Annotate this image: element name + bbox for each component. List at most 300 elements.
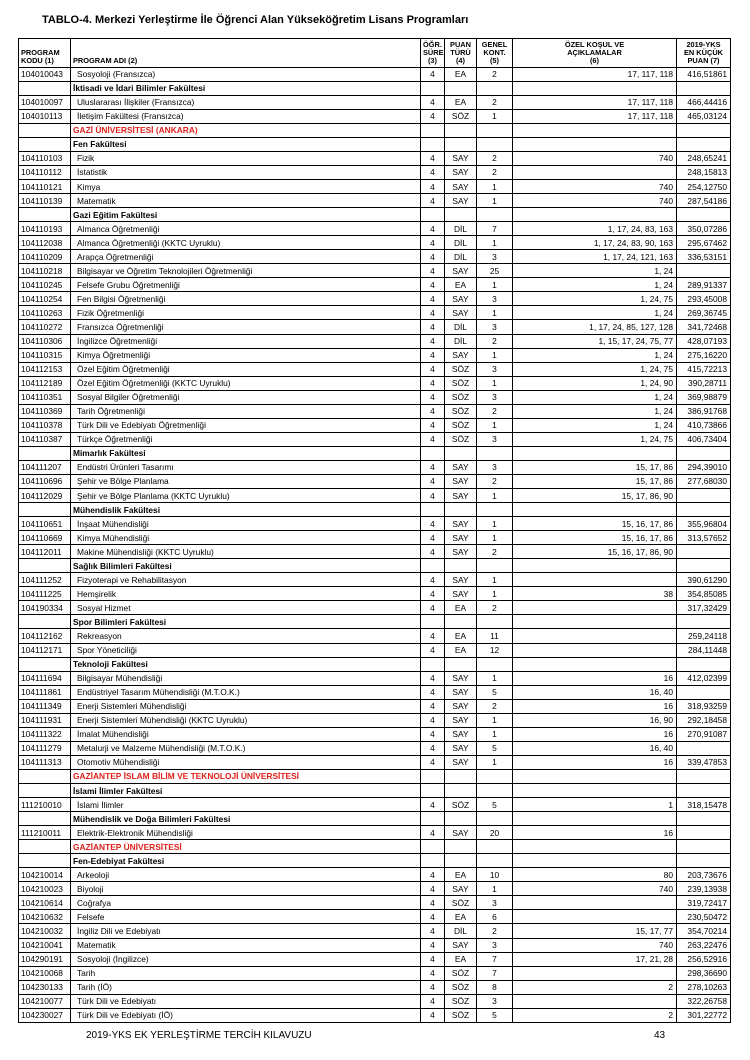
min-score: 318,93259 [677, 699, 731, 713]
score-type: EA [445, 643, 477, 657]
program-row [19, 489, 731, 503]
program-name: Matematik [71, 194, 421, 208]
program-name: Felsefe [71, 910, 421, 924]
faculty-name: Mühendislik ve Doğa Bilimleri Fakültesi [71, 812, 421, 826]
program-code [19, 854, 71, 868]
conditions [513, 840, 677, 854]
conditions: 16 [513, 699, 677, 713]
quota: 1 [477, 236, 513, 250]
duration: 4 [421, 151, 445, 165]
duration: 4 [421, 348, 445, 362]
quota: 20 [477, 826, 513, 840]
program-row [19, 292, 731, 306]
conditions: 740 [513, 179, 677, 193]
score-type: SÖZ [445, 109, 477, 123]
score-type: SÖZ [445, 376, 477, 390]
program-name: Felsefe Grubu Öğretmenliği [71, 278, 421, 292]
program-code: 104112011 [19, 545, 71, 559]
program-name: Arapça Öğretmenliği [71, 250, 421, 264]
conditions: 740 [513, 194, 677, 208]
duration: 4 [421, 798, 445, 812]
min-score: 336,53151 [677, 250, 731, 264]
conditions [513, 81, 677, 95]
program-row [19, 994, 731, 1008]
duration [421, 854, 445, 868]
program-name: Sosyoloji (İngilizce) [71, 952, 421, 966]
quota [477, 615, 513, 629]
min-score: 248,65241 [677, 151, 731, 165]
quota: 5 [477, 1008, 513, 1022]
score-type: SAY [445, 938, 477, 952]
conditions: 16 [513, 826, 677, 840]
program-name: Tarih (İÖ) [71, 980, 421, 994]
duration: 4 [421, 573, 445, 587]
min-score: 466,44416 [677, 95, 731, 109]
duration: 4 [421, 994, 445, 1008]
duration: 4 [421, 306, 445, 320]
min-score [677, 545, 731, 559]
program-name: Türk Dili ve Edebiyatı [71, 994, 421, 1008]
min-score: 293,45008 [677, 292, 731, 306]
program-row [19, 306, 731, 320]
program-code: 104110112 [19, 165, 71, 179]
program-name: Kimya Öğretmenliği [71, 348, 421, 362]
score-type: DİL [445, 320, 477, 334]
quota [477, 840, 513, 854]
duration: 4 [421, 320, 445, 334]
min-score: 269,36745 [677, 306, 731, 320]
program-row [19, 952, 731, 966]
min-score [677, 741, 731, 755]
university-name: GAZİANTEP ÜNİVERSİTESİ [71, 840, 421, 854]
conditions: 1, 24 [513, 348, 677, 362]
program-row [19, 755, 731, 769]
conditions: 1, 24 [513, 264, 677, 278]
quota: 8 [477, 980, 513, 994]
program-row [19, 980, 731, 994]
program-code: 104110218 [19, 264, 71, 278]
program-name: İletişim Fakültesi (Fransızca) [71, 109, 421, 123]
conditions [513, 910, 677, 924]
program-name: Enerji Sistemleri Mühendisliği (KKTC Uyruklu) [71, 713, 421, 727]
program-code: 104111322 [19, 727, 71, 741]
program-row [19, 236, 731, 250]
min-score: 412,02399 [677, 671, 731, 685]
program-code [19, 137, 71, 151]
quota: 6 [477, 910, 513, 924]
score-type [445, 812, 477, 826]
score-type [445, 81, 477, 95]
min-score: 301,22772 [677, 1008, 731, 1022]
score-type: SAY [445, 489, 477, 503]
quota [477, 812, 513, 826]
score-type [445, 854, 477, 868]
conditions [513, 854, 677, 868]
table-body [19, 67, 731, 1022]
quota [477, 446, 513, 460]
program-row [19, 250, 731, 264]
score-type [445, 615, 477, 629]
program-row [19, 868, 731, 882]
score-type: SAY [445, 474, 477, 488]
program-code [19, 615, 71, 629]
score-type: SAY [445, 194, 477, 208]
quota: 2 [477, 404, 513, 418]
duration: 4 [421, 896, 445, 910]
min-score [677, 503, 731, 517]
program-code: 104111931 [19, 713, 71, 727]
score-type [445, 657, 477, 671]
score-type: EA [445, 910, 477, 924]
program-code: 111210010 [19, 798, 71, 812]
program-name: Türk Dili ve Edebiyatı Öğretmenliği [71, 418, 421, 432]
min-score: 230,50472 [677, 910, 731, 924]
duration: 4 [421, 278, 445, 292]
quota [477, 123, 513, 137]
min-score: 322,26758 [677, 994, 731, 1008]
program-code [19, 208, 71, 222]
min-score: 298,36690 [677, 966, 731, 980]
min-score: 390,28711 [677, 376, 731, 390]
table-header-row [19, 39, 731, 68]
quota: 1 [477, 671, 513, 685]
score-type: SAY [445, 741, 477, 755]
program-row [19, 418, 731, 432]
program-code: 104110669 [19, 531, 71, 545]
program-row [19, 151, 731, 165]
duration: 4 [421, 643, 445, 657]
min-score: 295,67462 [677, 236, 731, 250]
quota: 5 [477, 741, 513, 755]
score-type [445, 446, 477, 460]
score-type: SAY [445, 348, 477, 362]
program-code: 104210014 [19, 868, 71, 882]
header-conditions: ÖZEL KOŞUL VE AÇIKLAMALAR (6) [513, 39, 677, 68]
quota: 2 [477, 151, 513, 165]
min-score: 428,07193 [677, 334, 731, 348]
duration: 4 [421, 671, 445, 685]
program-code: 104110263 [19, 306, 71, 320]
conditions: 15, 17, 86 [513, 474, 677, 488]
min-score: 354,70214 [677, 924, 731, 938]
conditions: 1, 17, 24, 121, 163 [513, 250, 677, 264]
min-score: 294,39010 [677, 460, 731, 474]
quota: 2 [477, 474, 513, 488]
program-code: 104112029 [19, 489, 71, 503]
program-code: 104111279 [19, 741, 71, 755]
program-code: 104110651 [19, 517, 71, 531]
duration: 4 [421, 95, 445, 109]
program-code: 104210614 [19, 896, 71, 910]
conditions: 1, 24, 75 [513, 292, 677, 306]
min-score [677, 123, 731, 137]
duration: 4 [421, 517, 445, 531]
program-name: Endüstri Ürünleri Tasarımı [71, 460, 421, 474]
quota [477, 769, 513, 783]
score-type [445, 123, 477, 137]
duration: 4 [421, 868, 445, 882]
conditions [513, 896, 677, 910]
faculty-name: Mimarlık Fakültesi [71, 446, 421, 460]
duration: 4 [421, 222, 445, 236]
min-score [677, 784, 731, 798]
duration: 4 [421, 1008, 445, 1022]
quota: 7 [477, 966, 513, 980]
duration: 4 [421, 727, 445, 741]
min-score [677, 769, 731, 783]
program-code [19, 769, 71, 783]
score-type: EA [445, 952, 477, 966]
faculty-name: Fen Fakültesi [71, 137, 421, 151]
program-code: 104112171 [19, 643, 71, 657]
score-type: SAY [445, 587, 477, 601]
min-score: 278,10263 [677, 980, 731, 994]
faculty-heading-row [19, 446, 731, 460]
program-name: İslami İlimler [71, 798, 421, 812]
score-type: SÖZ [445, 432, 477, 446]
quota [477, 854, 513, 868]
duration [421, 615, 445, 629]
program-name: Endüstriyel Tasarım Mühendisliği (M.T.O.K.) [71, 685, 421, 699]
min-score [677, 137, 731, 151]
program-name: Özel Eğitim Öğretmenliği (KKTC Uyruklu) [71, 376, 421, 390]
quota: 3 [477, 896, 513, 910]
min-score [677, 840, 731, 854]
program-row [19, 713, 731, 727]
conditions [513, 966, 677, 980]
min-score: 341,72468 [677, 320, 731, 334]
quota: 7 [477, 222, 513, 236]
min-score: 416,51861 [677, 67, 731, 81]
duration: 4 [421, 474, 445, 488]
score-type: SÖZ [445, 896, 477, 910]
duration: 4 [421, 264, 445, 278]
min-score: 465,03124 [677, 109, 731, 123]
score-type [445, 559, 477, 573]
quota: 3 [477, 320, 513, 334]
score-type: SAY [445, 685, 477, 699]
min-score: 369,98879 [677, 390, 731, 404]
program-name: Sosyal Hizmet [71, 601, 421, 615]
program-name: Bilgisayar ve Öğretim Teknolojileri Öğretmenliği [71, 264, 421, 278]
conditions: 1, 24 [513, 390, 677, 404]
conditions: 16 [513, 727, 677, 741]
program-code: 104111207 [19, 460, 71, 474]
program-code: 104112153 [19, 362, 71, 376]
program-code: 104110351 [19, 390, 71, 404]
program-name: Kimya Mühendisliği [71, 531, 421, 545]
conditions [513, 446, 677, 460]
program-row [19, 474, 731, 488]
program-code [19, 559, 71, 573]
program-row [19, 629, 731, 643]
conditions [513, 137, 677, 151]
program-code: 104111861 [19, 685, 71, 699]
program-name: Almanca Öğretmenliği (KKTC Uyruklu) [71, 236, 421, 250]
score-type: SAY [445, 306, 477, 320]
score-type: SAY [445, 727, 477, 741]
program-code: 104010097 [19, 95, 71, 109]
duration: 4 [421, 334, 445, 348]
header-duration: ÖĞR. SÜRE (3) [421, 39, 445, 68]
program-row [19, 699, 731, 713]
program-row [19, 179, 731, 193]
min-score: 355,96804 [677, 517, 731, 531]
program-code: 104112038 [19, 236, 71, 250]
program-code: 104230027 [19, 1008, 71, 1022]
min-score: 284,11448 [677, 643, 731, 657]
duration [421, 503, 445, 517]
quota: 1 [477, 306, 513, 320]
program-name: Özel Eğitim Öğretmenliği [71, 362, 421, 376]
duration: 4 [421, 713, 445, 727]
conditions: 38 [513, 587, 677, 601]
score-type: DİL [445, 250, 477, 264]
faculty-heading-row [19, 81, 731, 95]
min-score: 277,68030 [677, 474, 731, 488]
header-score-type: PUAN TÜRÜ (4) [445, 39, 477, 68]
duration: 4 [421, 390, 445, 404]
page-number: 43 [654, 1030, 666, 1041]
conditions: 1, 24, 75 [513, 432, 677, 446]
program-name: Sosyal Bilgiler Öğretmenliği [71, 390, 421, 404]
quota: 1 [477, 573, 513, 587]
program-code: 104111225 [19, 587, 71, 601]
score-type: DİL [445, 222, 477, 236]
faculty-name: Sağlık Bilimleri Fakültesi [71, 559, 421, 573]
program-row [19, 685, 731, 699]
quota [477, 503, 513, 517]
program-row [19, 531, 731, 545]
quota: 12 [477, 643, 513, 657]
program-code: 104111694 [19, 671, 71, 685]
score-type: SÖZ [445, 404, 477, 418]
quota [477, 208, 513, 222]
min-score: 275,16220 [677, 348, 731, 362]
duration: 4 [421, 418, 445, 432]
program-row [19, 194, 731, 208]
program-row [19, 882, 731, 896]
min-score: 254,12750 [677, 179, 731, 193]
program-code: 104110103 [19, 151, 71, 165]
program-code: 104110209 [19, 250, 71, 264]
score-type: SAY [445, 545, 477, 559]
quota: 1 [477, 376, 513, 390]
program-row [19, 334, 731, 348]
program-name: Makine Mühendisliği (KKTC Uyruklu) [71, 545, 421, 559]
quota: 2 [477, 924, 513, 938]
min-score: 263,22476 [677, 938, 731, 952]
faculty-heading-row [19, 615, 731, 629]
program-row [19, 601, 731, 615]
program-code: 104110272 [19, 320, 71, 334]
duration: 4 [421, 699, 445, 713]
min-score: 292,18458 [677, 713, 731, 727]
min-score: 386,91768 [677, 404, 731, 418]
university-name: GAZİANTEP İSLAM BİLİM VE TEKNOLOJİ ÜNİVERSİTESİ [71, 769, 421, 783]
duration: 4 [421, 924, 445, 938]
score-type: SÖZ [445, 1008, 477, 1022]
quota: 2 [477, 165, 513, 179]
score-type: SÖZ [445, 362, 477, 376]
program-name: Fizyoterapi ve Rehabilitasyon [71, 573, 421, 587]
quota: 3 [477, 460, 513, 474]
min-score: 319,72417 [677, 896, 731, 910]
program-name: İstatistik [71, 165, 421, 179]
quota: 1 [477, 713, 513, 727]
score-type: DİL [445, 924, 477, 938]
conditions: 1, 17, 24, 83, 163 [513, 222, 677, 236]
min-score: 415,72213 [677, 362, 731, 376]
duration: 4 [421, 489, 445, 503]
duration: 4 [421, 67, 445, 81]
duration: 4 [421, 966, 445, 980]
duration [421, 559, 445, 573]
duration: 4 [421, 292, 445, 306]
program-code: 104112189 [19, 376, 71, 390]
duration: 4 [421, 545, 445, 559]
header-program-name: PROGRAM ADI (2) [71, 39, 421, 68]
program-row [19, 545, 731, 559]
conditions [513, 629, 677, 643]
quota: 1 [477, 278, 513, 292]
min-score: 339,47853 [677, 755, 731, 769]
program-name: Almanca Öğretmenliği [71, 222, 421, 236]
conditions: 16 [513, 671, 677, 685]
duration: 4 [421, 882, 445, 896]
min-score: 239,13938 [677, 882, 731, 896]
quota: 2 [477, 95, 513, 109]
program-name: Metalurji ve Malzeme Mühendisliği (M.T.O.K.) [71, 741, 421, 755]
quota: 3 [477, 938, 513, 952]
duration [421, 840, 445, 854]
university-heading-row [19, 123, 731, 137]
programs-table [18, 38, 731, 1023]
min-score [677, 854, 731, 868]
duration: 4 [421, 250, 445, 264]
duration [421, 123, 445, 137]
program-row [19, 362, 731, 376]
faculty-heading-row [19, 208, 731, 222]
duration: 4 [421, 629, 445, 643]
duration [421, 784, 445, 798]
conditions [513, 208, 677, 222]
conditions [513, 573, 677, 587]
program-name: Fen Bilgisi Öğretmenliği [71, 292, 421, 306]
program-name: Hemşirelik [71, 587, 421, 601]
conditions: 16 [513, 755, 677, 769]
score-type: SAY [445, 671, 477, 685]
quota: 2 [477, 545, 513, 559]
program-row [19, 587, 731, 601]
conditions [513, 994, 677, 1008]
conditions [513, 615, 677, 629]
min-score: 270,91087 [677, 727, 731, 741]
duration: 4 [421, 755, 445, 769]
min-score [677, 812, 731, 826]
score-type: SAY [445, 165, 477, 179]
program-row [19, 966, 731, 980]
score-type: SAY [445, 531, 477, 545]
quota: 3 [477, 994, 513, 1008]
duration: 4 [421, 601, 445, 615]
program-code: 104210023 [19, 882, 71, 896]
min-score: 248,15813 [677, 165, 731, 179]
program-row [19, 348, 731, 362]
quota [477, 784, 513, 798]
program-row [19, 278, 731, 292]
quota: 10 [477, 868, 513, 882]
